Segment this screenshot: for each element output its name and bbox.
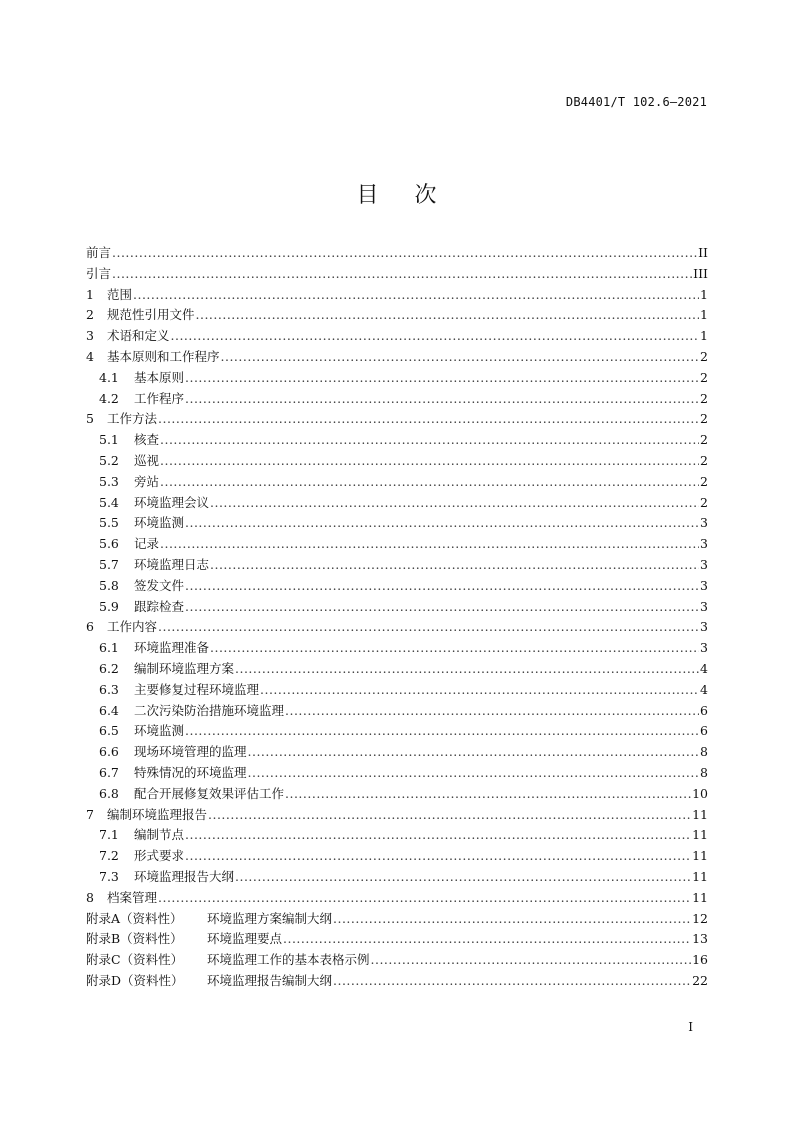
toc-entry-label: 工作内容 [107, 619, 158, 635]
toc-leader-dots [160, 534, 699, 555]
toc-entry-number: 附录C（资料性） [86, 952, 184, 968]
page-title: 目次 [356, 183, 473, 208]
toc-entry-label: 环境监理准备 [134, 640, 210, 656]
toc-entry[interactable] [86, 451, 708, 472]
toc-entry-label: 签发文件 [134, 577, 185, 593]
toc-leader-dots [285, 701, 699, 722]
toc-leader-dots [185, 825, 691, 846]
toc-entry[interactable] [86, 264, 708, 285]
toc-entry[interactable] [86, 846, 708, 867]
page-number: I [688, 1020, 693, 1034]
toc-entry-page: 2 [700, 390, 708, 406]
toc-leader-dots [158, 888, 691, 909]
toc-leader-dots [235, 659, 699, 680]
toc-leader-dots [371, 950, 692, 971]
toc-leader-dots [185, 389, 699, 410]
toc-entry-page: 1 [700, 307, 708, 323]
toc-leader-dots [158, 409, 699, 430]
toc-entry-label: 二次污染防治措施环境监理 [134, 702, 285, 718]
toc-entry-label: 主要修复过程环境监理 [134, 681, 260, 697]
toc-entry-page: 2 [700, 452, 708, 468]
toc-entry-page: 2 [700, 473, 708, 489]
toc-entry-page: 3 [700, 556, 708, 572]
toc-leader-dots [196, 305, 699, 326]
toc-entry[interactable] [86, 950, 708, 971]
toc-entry-number: 7.2 [99, 848, 119, 864]
toc-entry-label: 配合开展修复效果评估工作 [134, 785, 285, 801]
toc-entry[interactable] [86, 368, 708, 389]
toc-entry-page: 11 [692, 806, 708, 822]
toc-entry-page: 3 [700, 577, 708, 593]
toc-entry-page: 8 [700, 744, 708, 760]
toc-entry-number: 6.1 [99, 640, 119, 656]
toc-entry-label: 工作程序 [134, 390, 185, 406]
table-of-contents [86, 243, 708, 992]
toc-entry[interactable] [86, 680, 708, 701]
toc-leader-dots [208, 805, 691, 826]
toc-entry-label: 环境监理方案编制大纲 [207, 910, 333, 926]
toc-leader-dots [112, 264, 692, 285]
toc-entry-number: 5.6 [99, 536, 119, 552]
toc-entry-page: II [698, 245, 708, 260]
toc-entry-page: 3 [700, 640, 708, 656]
toc-entry-number: 附录B（资料性） [86, 931, 183, 947]
toc-entry-page: 11 [692, 827, 708, 843]
toc-entry-number: 6.8 [99, 785, 119, 801]
toc-entry[interactable] [86, 888, 708, 909]
toc-entry[interactable] [86, 285, 708, 306]
toc-entry-page: 3 [700, 515, 708, 531]
toc-entry[interactable] [86, 493, 708, 514]
toc-entry-page: 4 [700, 660, 708, 676]
toc-entry-number: 2 [86, 307, 94, 323]
toc-entry-page: 2 [700, 432, 708, 448]
toc-entry-label: 环境监理报告大纲 [134, 868, 235, 884]
toc-entry-page: 2 [700, 348, 708, 364]
toc-entry[interactable] [86, 971, 708, 992]
toc-entry-label: 跟踪检查 [134, 598, 185, 614]
toc-entry-page: 3 [700, 598, 708, 614]
toc-entry[interactable] [86, 305, 708, 326]
toc-entry[interactable] [86, 638, 708, 659]
toc-entry[interactable] [86, 763, 708, 784]
toc-entry-label: 编制环境监理报告 [107, 806, 208, 822]
toc-entry-label: 记录 [134, 536, 160, 552]
toc-entry[interactable] [86, 659, 708, 680]
toc-leader-dots [158, 617, 699, 638]
toc-entry[interactable] [86, 721, 708, 742]
toc-entry-number: 6.6 [99, 744, 119, 760]
toc-leader-dots [185, 846, 691, 867]
toc-entry-number: 3 [86, 328, 94, 344]
toc-entry[interactable] [86, 742, 708, 763]
toc-entry-label: 巡视 [134, 452, 160, 468]
toc-entry-label: 术语和定义 [107, 328, 170, 344]
toc-entry[interactable] [86, 597, 708, 618]
toc-leader-dots [171, 326, 699, 347]
document-code: DB4401/T 102.6—2021 [565, 95, 707, 109]
toc-entry-number: 5.2 [99, 452, 119, 468]
toc-entry[interactable] [86, 409, 708, 430]
toc-leader-dots [185, 368, 699, 389]
toc-leader-dots [248, 742, 699, 763]
toc-entry-page: 11 [692, 868, 708, 884]
toc-entry-label: 环境监理报告编制大纲 [207, 972, 333, 988]
toc-entry-label: 引言 [86, 265, 112, 281]
toc-leader-dots [333, 971, 691, 992]
toc-entry-page: 8 [700, 764, 708, 780]
toc-entry-label: 环境监测 [134, 515, 185, 531]
toc-leader-dots [185, 721, 699, 742]
toc-entry-label: 范围 [107, 286, 133, 302]
toc-entry-label: 环境监理日志 [134, 556, 210, 572]
toc-entry-number: 6 [86, 619, 94, 635]
toc-entry[interactable] [86, 867, 708, 888]
toc-entry-number: 5.5 [99, 515, 119, 531]
toc-entry-number: 4.2 [99, 390, 119, 406]
toc-leader-dots [283, 929, 691, 950]
toc-leader-dots [185, 576, 699, 597]
toc-leader-dots [185, 513, 699, 534]
toc-entry-number: 6.7 [99, 764, 119, 780]
toc-entry-number: 5.7 [99, 556, 119, 572]
toc-entry-number: 5 [86, 411, 94, 427]
toc-leader-dots [210, 638, 699, 659]
toc-entry-label: 基本原则 [134, 369, 185, 385]
toc-entry-number: 5.8 [99, 577, 119, 593]
toc-entry-label: 旁站 [134, 473, 160, 489]
toc-leader-dots [160, 472, 699, 493]
toc-entry-label: 核查 [134, 432, 160, 448]
toc-entry-page: 12 [692, 910, 708, 926]
toc-entry-label: 环境监理要点 [207, 931, 283, 947]
toc-entry-label: 环境监理工作的基本表格示例 [207, 952, 370, 968]
toc-entry[interactable] [86, 576, 708, 597]
toc-leader-dots [221, 347, 699, 368]
toc-entry-label: 环境监理会议 [134, 494, 210, 510]
toc-entry-number: 7.3 [99, 868, 119, 884]
toc-entry-page: 3 [700, 619, 708, 635]
toc-entry-number: 6.5 [99, 723, 119, 739]
toc-entry-number: 6.3 [99, 681, 119, 697]
toc-entry[interactable] [86, 430, 708, 451]
toc-leader-dots [185, 597, 699, 618]
toc-entry-number: 8 [86, 889, 94, 905]
toc-entry[interactable] [86, 513, 708, 534]
toc-leader-dots [260, 680, 699, 701]
toc-entry-label: 档案管理 [107, 889, 158, 905]
toc-leader-dots [210, 555, 699, 576]
toc-leader-dots [133, 285, 699, 306]
toc-entry-number: 5.9 [99, 598, 119, 614]
toc-entry-page: 6 [700, 723, 708, 739]
toc-entry-label: 环境监测 [134, 723, 185, 739]
toc-entry[interactable] [86, 555, 708, 576]
toc-leader-dots [248, 763, 699, 784]
toc-entry-number: 5.1 [99, 432, 119, 448]
toc-entry-page: 13 [692, 931, 708, 947]
toc-entry-label: 形式要求 [134, 848, 185, 864]
toc-entry-number: 5.3 [99, 473, 119, 489]
toc-entry-label: 规范性引用文件 [107, 307, 195, 323]
toc-entry-label: 前言 [86, 245, 112, 260]
toc-leader-dots [160, 430, 699, 451]
toc-entry-page: 1 [700, 286, 708, 302]
toc-entry-number: 附录A（资料性） [86, 910, 183, 926]
toc-entry-page: 2 [700, 494, 708, 510]
toc-entry[interactable] [86, 472, 708, 493]
toc-entry-page: 11 [692, 889, 708, 905]
toc-leader-dots [333, 909, 691, 930]
toc-entry-number: 6.2 [99, 660, 119, 676]
toc-entry[interactable] [86, 243, 708, 264]
toc-leader-dots [210, 493, 699, 514]
toc-entry-label: 现场环境管理的监理 [134, 744, 247, 760]
toc-entry[interactable] [86, 909, 708, 930]
toc-leader-dots [285, 784, 691, 805]
toc-entry[interactable] [86, 617, 708, 638]
toc-entry[interactable] [86, 784, 708, 805]
toc-entry[interactable] [86, 534, 708, 555]
toc-entry-label: 特殊情况的环境监理 [134, 764, 247, 780]
toc-entry-page: 11 [692, 848, 708, 864]
toc-entry[interactable] [86, 701, 708, 722]
toc-entry-page: III [693, 265, 708, 281]
toc-entry-number: 6.4 [99, 702, 119, 718]
toc-entry-number: 附录D（资料性） [86, 972, 184, 988]
toc-entry-label: 编制环境监理方案 [134, 660, 235, 676]
toc-entry-number: 4.1 [99, 369, 119, 385]
toc-entry[interactable] [86, 825, 708, 846]
toc-entry-page: 16 [692, 952, 708, 968]
toc-entry[interactable] [86, 389, 708, 410]
toc-entry-page: 6 [700, 702, 708, 718]
toc-entry-label: 工作方法 [107, 411, 158, 427]
toc-entry-page: 4 [700, 681, 708, 697]
toc-entry-number: 4 [86, 348, 94, 364]
toc-entry[interactable] [86, 805, 708, 826]
toc-leader-dots [160, 451, 699, 472]
toc-entry-page: 2 [700, 411, 708, 427]
toc-entry-page: 10 [692, 785, 708, 801]
toc-entry-page: 22 [692, 972, 708, 988]
toc-leader-dots [235, 867, 691, 888]
toc-entry[interactable] [86, 326, 708, 347]
toc-entry-number: 7 [86, 806, 94, 822]
toc-entry-page: 3 [700, 536, 708, 552]
toc-entry-number: 5.4 [99, 494, 119, 510]
toc-entry-label: 基本原则和工作程序 [107, 348, 220, 364]
toc-entry-number: 7.1 [99, 827, 119, 843]
toc-entry-page: 2 [700, 369, 708, 385]
toc-entry[interactable] [86, 929, 708, 950]
toc-entry-page: 1 [700, 328, 708, 344]
toc-entry-number: 1 [86, 286, 94, 302]
toc-entry-label: 编制节点 [134, 827, 185, 843]
toc-entry[interactable] [86, 347, 708, 368]
toc-leader-dots [112, 243, 697, 264]
